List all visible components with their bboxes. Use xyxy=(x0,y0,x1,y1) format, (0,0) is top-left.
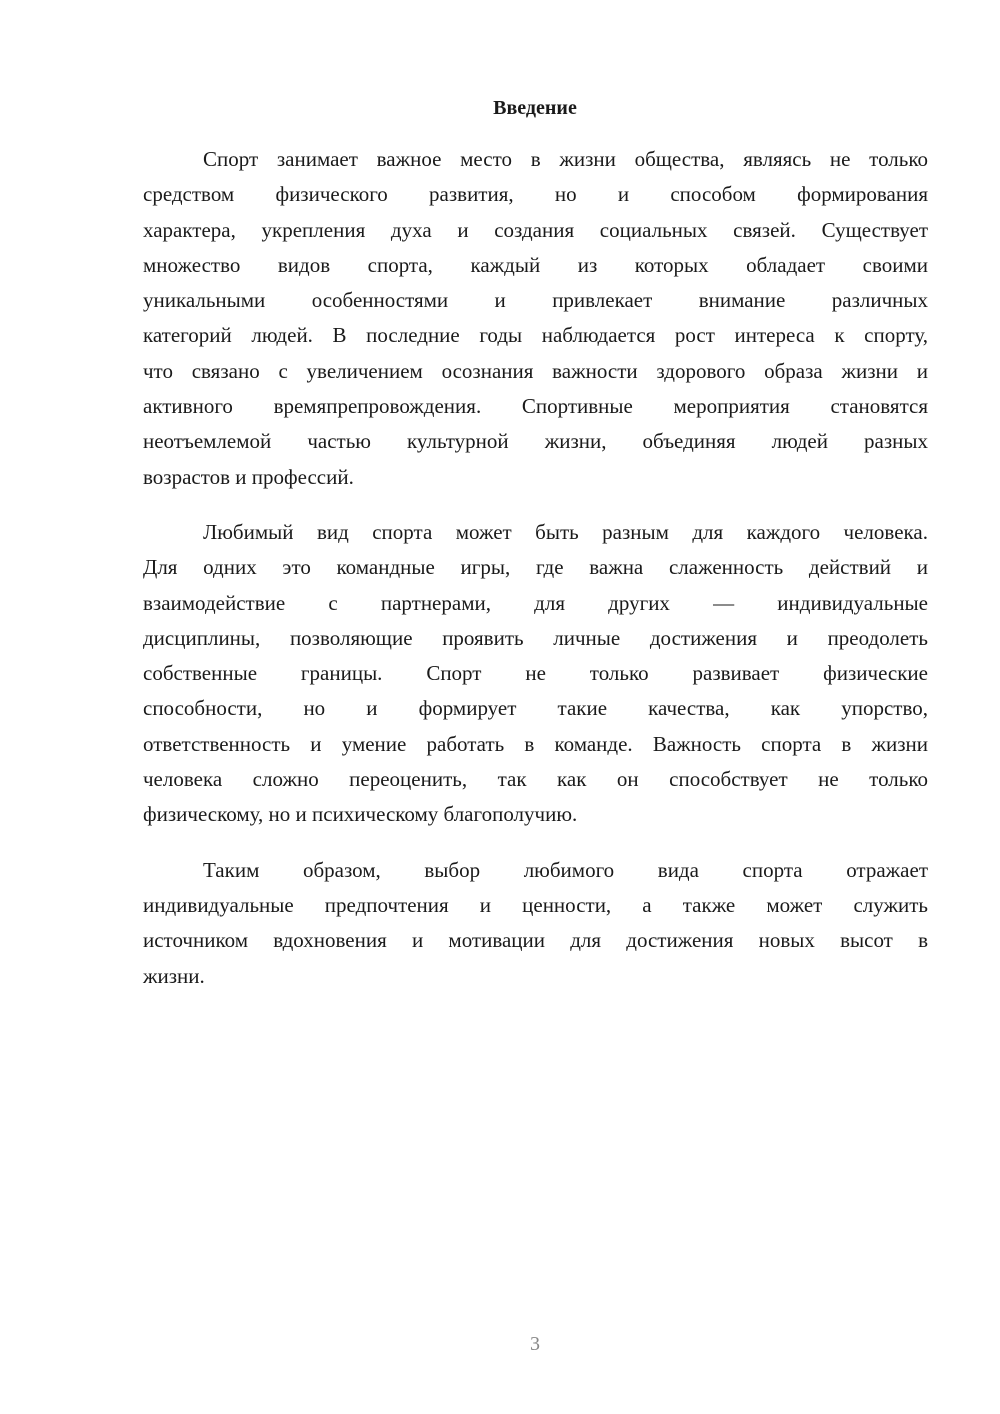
text-line: Таким образом, выбор любимого вида спорта отражает xyxy=(203,857,928,882)
text-line: собственные границы. Спорт не только развивает физические xyxy=(143,661,928,686)
text-line: характера, укрепления духа и создания социальных связей. Существует xyxy=(143,217,928,242)
text-line: дисциплины, позволяющие проявить личные достижения и преодолеть xyxy=(143,625,928,650)
page-number: 3 xyxy=(530,1333,540,1355)
paragraph xyxy=(143,515,928,833)
text-line: ответственность и умение работать в команде. Важность спорта в жизни xyxy=(143,731,928,756)
text-line: множество видов спорта, каждый из которых обладает своими xyxy=(143,252,928,277)
paragraph xyxy=(143,142,928,495)
paragraph xyxy=(143,853,928,994)
text-line: неотъемлемой частью культурной жизни, объединяя людей разных xyxy=(143,429,928,454)
text-line: Спорт занимает важное место в жизни общества, являясь не только xyxy=(203,147,928,171)
section-title: Введение xyxy=(493,97,577,119)
text-line: взаимодействие с партнерами, для других — индивидуальные xyxy=(143,590,928,615)
text-line: активного времяпрепровождения. Спортивные мероприятия становятся xyxy=(143,394,928,419)
text-line: средством физического развития, но и способом формирования xyxy=(143,182,928,207)
text-line: человека сложно переоценить, так как он способствует не только xyxy=(143,767,928,792)
text-line: жизни. xyxy=(143,963,205,988)
text-line: способности, но и формирует такие качества, как упорство, xyxy=(143,696,928,721)
text-line: Любимый вид спорта может быть разным для каждого человека. xyxy=(203,519,928,544)
document-body xyxy=(143,142,928,1014)
text-line: источником вдохновения и мотивации для достижения новых высот в xyxy=(143,928,928,953)
text-line: возрастов и профессий. xyxy=(143,464,354,489)
text-line: уникальными особенностями и привлекает внимание различных xyxy=(143,288,928,313)
text-line: Для одних это командные игры, где важна слаженность действий и xyxy=(143,555,928,580)
text-line: физическому, но и психическому благополучию. xyxy=(143,802,578,827)
text-line: индивидуальные предпочтения и ценности, а также может служить xyxy=(143,892,928,917)
text-line: категорий людей. В последние годы наблюдается рост интереса к спорту, xyxy=(143,323,928,348)
text-line: что связано с увеличением осознания важности здорового образа жизни и xyxy=(143,358,928,383)
